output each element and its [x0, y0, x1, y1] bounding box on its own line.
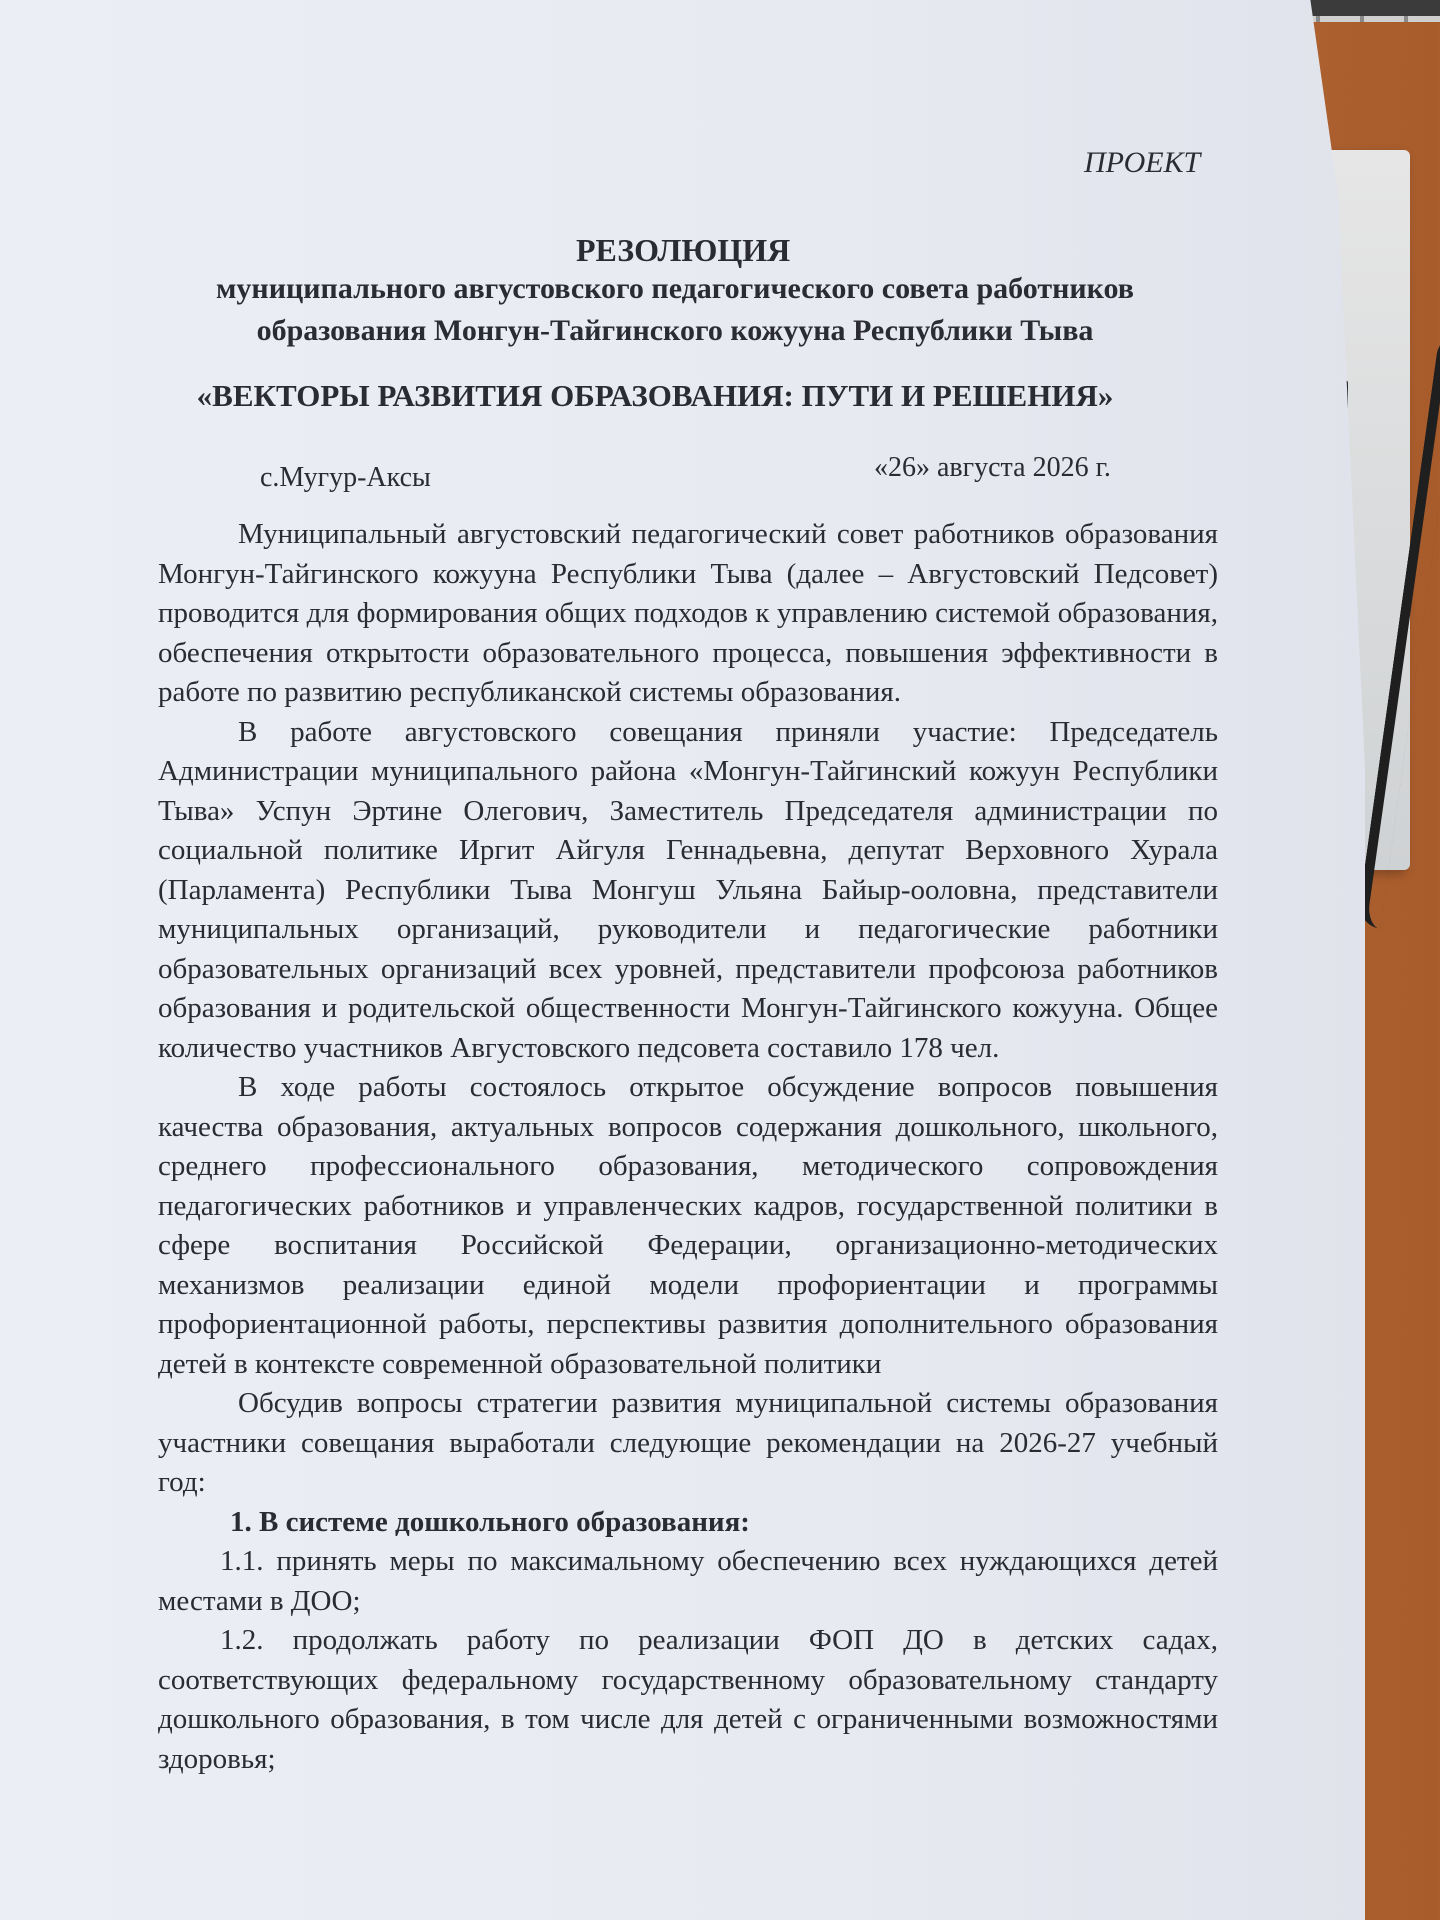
subtitle-line: образования Монгун-Тайгинского кожууна Республики Тыва	[256, 314, 1094, 347]
document-title: РЕЗОЛЮЦИЯ	[576, 232, 791, 268]
paragraph: Муниципальный августовский педагогический совет работников образования Монгун-Тайгинского кожууна Республики Тыва (далее – Августовский Педсовет) проводится для формирования общих подходов к управлению системой образования, обеспечения открытости образовательного процесса, повышения эффективности в работе по развитию республиканской системы образования.	[158, 518, 1218, 708]
section-heading: 1. В системе дошкольного образования:	[230, 1505, 750, 1538]
paragraph: В ходе работы состоялось открытое обсуждение вопросов повышения качества образования, актуальных вопросов содержания дошкольного, школьного, среднего профессионального образования, методического сопровождения педагогических работников и управленческих кадров, государственной политики в сфере воспитания Российской Федерации, организационно-методических механизмов реализации единой модели профориентации и программы профориентационной работы, перспективы развития дополнительного образования детей в контексте современной образовательной политики	[158, 1071, 1218, 1380]
document-body	[158, 515, 1218, 1779]
document-theme: «ВЕКТОРЫ РАЗВИТИЯ ОБРАЗОВАНИЯ: ПУТИ И РЕШЕНИЯ»	[196, 378, 1114, 413]
document-date: «26» августа 2026 г.	[874, 452, 1111, 483]
document-subtitle	[180, 268, 1170, 352]
document-place: с.Мугур-Аксы	[260, 462, 431, 493]
paragraph: Обсудив вопросы стратегии развития муниципальной системы образования участники совещания выработали следующие рекомендации на 2026-27 учебный год:	[158, 1387, 1218, 1498]
paragraph: В работе августовского совещания приняли участие: Председатель Администрации муниципального района «Монгун-Тайгинский кожуун Республики Тыва» Успун Эртине Олегович, Заместитель Председателя администрации по социальной политике Иргит Айгуля Геннадьевна, депутат Верховного Хурала (Парламента) Республики Тыва Монгуш Ульяна Байыр-ооловна, представители муниципальных организаций, руководители и педагогические работники образовательных организаций всех уровней, представители профсоюза работников образования и родительской общественности Монгун-Тайгинского кожууна. Общее количество участников Августовского педсовета составило 178 чел.	[158, 715, 1218, 1064]
list-item: 1.1. принять меры по максимальному обеспечению всех нуждающихся детей местами в ДОО;	[158, 1545, 1218, 1617]
list-item: 1.2. продолжать работу по реализации ФОП ДО в детских садах, соответствующих федеральному государственному образовательному стандарту дошкольного образования, в том числе для детей с ограниченными возможностями здоровья;	[158, 1624, 1218, 1775]
subtitle-line: муниципального августовского педагогического совета работников	[215, 272, 1135, 305]
draft-stamp: ПРОЕКТ	[1084, 146, 1201, 179]
